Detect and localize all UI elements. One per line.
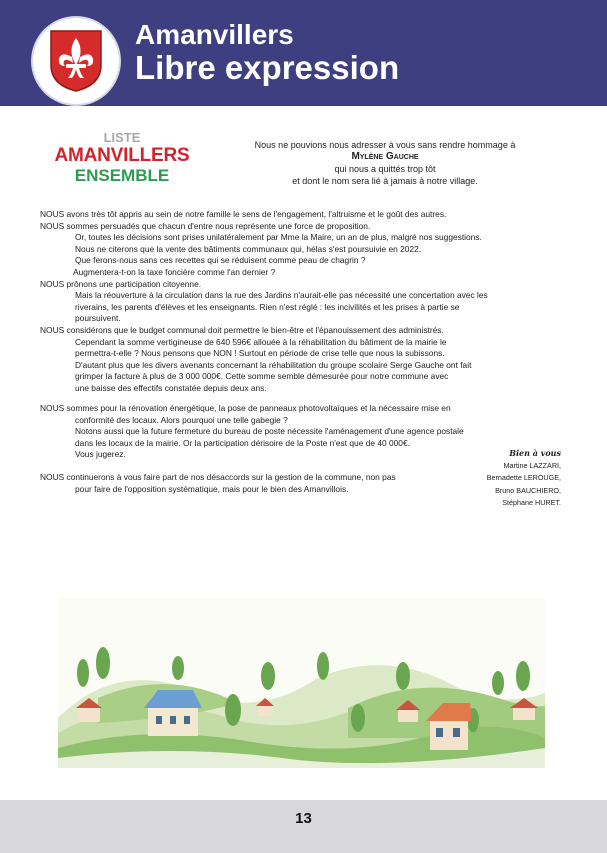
liste-name-red: AMANVILLERS	[54, 145, 190, 166]
paragraph-line: une baisse des effectifs constatée depuis deux ans.	[75, 382, 267, 393]
paragraph-line: Augmentera-t-on la taxe foncière comme l'an dernier ?	[73, 266, 276, 277]
paragraph-line: conformité des locaux. Alors pourquoi une telle gabegie ?	[75, 414, 288, 425]
signature-block	[451, 447, 561, 510]
paragraph-line: Cependant la somme vertigineuse de 640 596€ allouée à la réhabilitation du bâtiment de la mairie le	[75, 336, 447, 347]
paragraph-line: pour faire de l'opposition systématique, mais pour le bien des Amanvillois.	[75, 483, 349, 494]
paragraph-line: NOUS avons très tôt appris au sein de notre famille le sens de l'engagement, l'altruisme et le goût des autres.	[40, 209, 447, 219]
list-logo	[52, 131, 192, 186]
body-text	[40, 209, 488, 395]
coat-of-arms-logo	[33, 18, 119, 104]
tribute-name: Mylène Gauche	[351, 151, 419, 162]
paragraph-line: Notons aussi que la future fermeture du bureau de poste nécessite l'aménagement d'une agence postale	[75, 426, 464, 437]
tribute-line: qui nous a quittés trop tôt	[334, 164, 436, 174]
paragraph-line: Or, toutes les décisions sont prises unilatéralement par Mme la Maire, un an de plus, malgré nos suggestions.	[75, 232, 482, 243]
tribute-line: Nous ne pouvions nous adresser à vous sans rendre hommage à	[254, 140, 516, 150]
paragraph-line: dans les locaux de la mairie. Or la participation dérisoire de la Poste n'est que de 40 000€.	[75, 437, 410, 448]
signature-name: Stéphane HURET.	[502, 498, 561, 507]
city-name: Amanvillers	[135, 19, 294, 50]
fleur-de-lis-icon	[49, 29, 103, 93]
paragraph-line: NOUS prônons une participation citoyenne.	[40, 278, 202, 289]
paragraph-line: NOUS sommes pour la rénovation énergétique, la pose de panneaux photovoltaïques et la nécessaire mise en	[40, 403, 451, 413]
tribute-line: et dont le nom sera lié à jamais à notre village.	[292, 176, 478, 186]
tribute-block	[230, 139, 540, 187]
body-text	[40, 472, 396, 495]
page-number: 13	[295, 810, 312, 827]
signature-name: Martine LAZZARI,	[503, 460, 561, 470]
paragraph-line: NOUS sommes persuadés que chacun d'entre nous représente une force de proposition.	[40, 220, 371, 231]
signature-name: Bruno BAUCHIERO,	[495, 485, 561, 495]
paragraph-line: NOUS considérons que le budget communal doit permettre le bien-être et l'épanouissement des administrés.	[40, 324, 444, 335]
header-banner	[0, 0, 607, 106]
page-title: Libre expression	[135, 49, 400, 86]
liste-name-green: ENSEMBLE	[74, 166, 170, 185]
paragraph-line: Mais la réouverture à la circulation dans la rue des Jardins n'aurait-elle pas nécessité une concertation avec les	[75, 290, 488, 301]
liste-label: LISTE	[103, 130, 141, 145]
body-text	[40, 403, 464, 461]
paragraph-line: Nous ne citerons que la vente des bâtiments communaux qui, hélas s'est poursuivie en 2022.	[75, 243, 422, 254]
signature-name: Bernadette LEROUGE,	[486, 473, 561, 482]
paragraph-line: D'autant plus que les divers avenants concernant la réhabilitation du groupe scolaire Serge Gauche ont fait	[75, 359, 472, 370]
footer-bar	[0, 800, 607, 853]
paragraph-line: NOUS continuerons à vous faire part de nos désaccords sur la gestion de la commune, non pas	[40, 472, 396, 482]
paragraph-line: grimper la facture à plus de 3 000 000€. Cette somme semble démesurée pour notre commune avec	[75, 371, 449, 382]
paragraph-line: permettra-t-elle ? Nous pensons que NON ! Surtout en période de crise telle que nous la subissons.	[75, 348, 445, 359]
paragraph-line: Que ferons-nous sans ces recettes qui se réduisent comme peau de chagrin ?	[75, 255, 366, 266]
signature-greeting: Bien à vous	[509, 448, 561, 458]
village-landscape-illustration	[58, 598, 545, 768]
paragraph-line: Vous jugerez.	[75, 449, 126, 460]
paragraph-line: riverains, les parents d'élèves et les enseignants. Rien n'est réglé : les incivilités et les prises à partie se	[75, 301, 460, 312]
paragraph-line: poursuivent.	[75, 313, 121, 324]
